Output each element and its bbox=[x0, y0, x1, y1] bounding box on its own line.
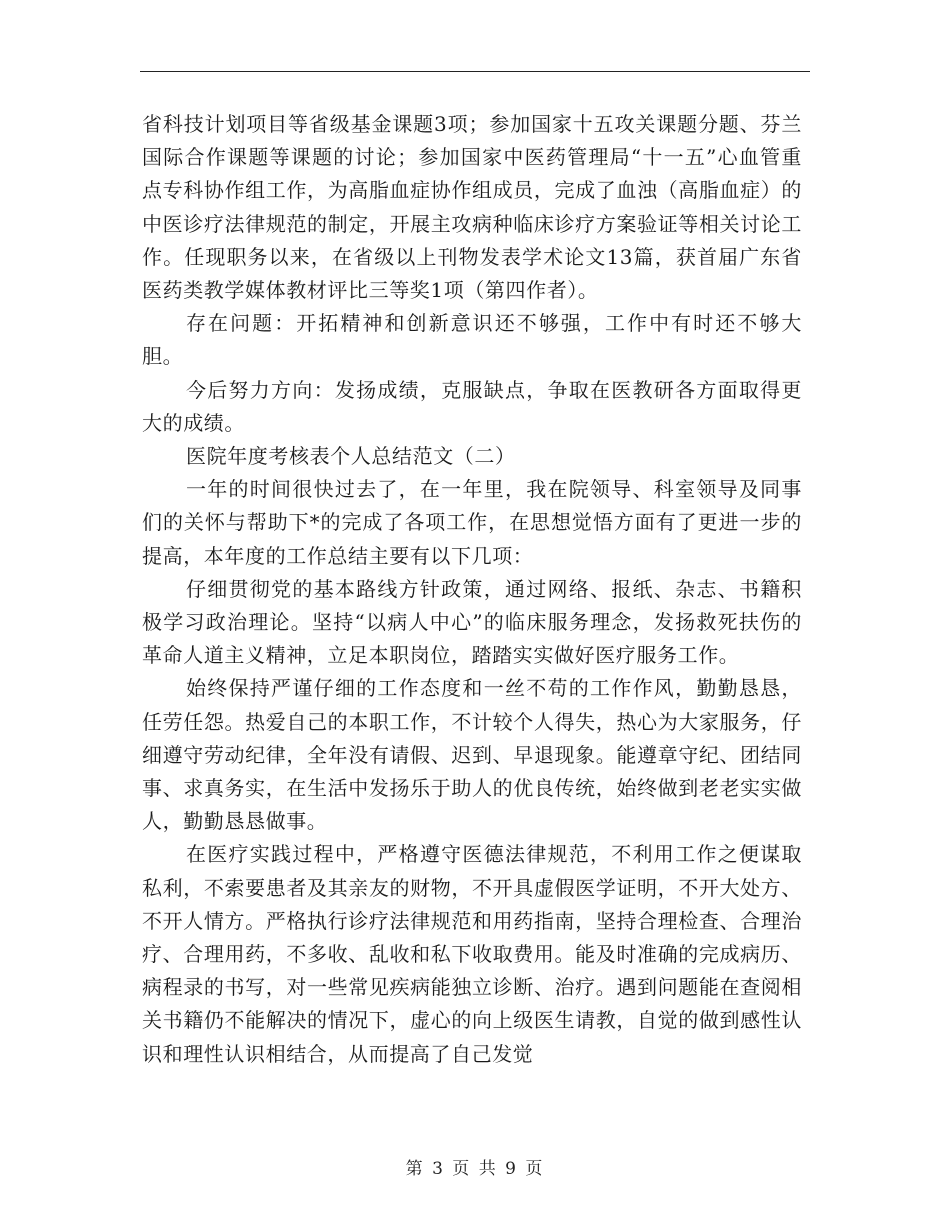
paragraph: 在医疗实践过程中，严格遵守医德法律规范，不利用工作之便谋取私利，不索要患者及其亲友的财物，不开具虚假医学证明，不开大处方、不开人情方。严格执行诊疗法律规范和用药指南，坚持合理检查、合理治疗、合理用药，不多收、乱收和私下收取费用。能及时准确的完成病历、病程录的书写，对一些常见疾病能独立诊断、治疗。遇到问题能在查阅相关书籍仍不能解决的情况下，虚心的向上级医生请教，自觉的做到感性认识和理性认识相结合，从而提高了自己发觉 bbox=[142, 842, 802, 1066]
paragraph: 省科技计划项目等省级基金课题3项；参加国家十五攻关课题分题、芬兰国际合作课题等课题的讨论；参加国家中医药管理局“十一五”心血管重点专科协作组工作，为高脂血症协作组成员，完成了血浊（高脂血症）的中医诊疗法律规范的制定，开展主攻病种临床诊疗方案验证等相关讨论工作。任现职务以来，在省级以上刊物发表学术论文13篇，获首届广东省医药类教学媒体教材评比三等奖1项（第四作者）。 bbox=[142, 112, 802, 303]
header-rule bbox=[140, 71, 810, 72]
paragraph: 今后努力方向：发扬成绩，克服缺点，争取在医教研各方面取得更大的成绩。 bbox=[142, 377, 802, 435]
paragraph: 存在问题：开拓精神和创新意识还不够强，工作中有时还不够大胆。 bbox=[142, 311, 802, 369]
section-heading: 医院年度考核表个人总结范文（二） bbox=[186, 444, 516, 469]
paragraph: 仔细贯彻党的基本路线方针政策，通过网络、报纸、杂志、书籍积极学习政治理论。坚持“以病人中心”的临床服务理念，发扬救死扶伤的革命人道主义精神，立足本职岗位，踏踏实实做好医疗服务工作。 bbox=[142, 576, 802, 668]
paragraph: 始终保持严谨仔细的工作态度和一丝不苟的工作作风，勤勤恳恳，任劳任怨。热爱自己的本职工作，不计较个人得失，热心为大家服务，仔细遵守劳动纪律，全年没有请假、迟到、早退现象。能遵章守纪、团结同事、求真务实，在生活中发扬乐于助人的优良传统，始终做到老老实实做人，勤勤恳恳做事。 bbox=[142, 676, 802, 834]
page-number-footer: 第 3 页 共 9 页 bbox=[405, 1159, 545, 1179]
paragraph: 一年的时间很快过去了，在一年里，我在院领导、科室领导及同事们的关怀与帮助下*的完成了各项工作，在思想觉悟方面有了更进一步的提高，本年度的工作总结主要有以下几项： bbox=[142, 477, 802, 568]
document-body bbox=[142, 108, 802, 1071]
